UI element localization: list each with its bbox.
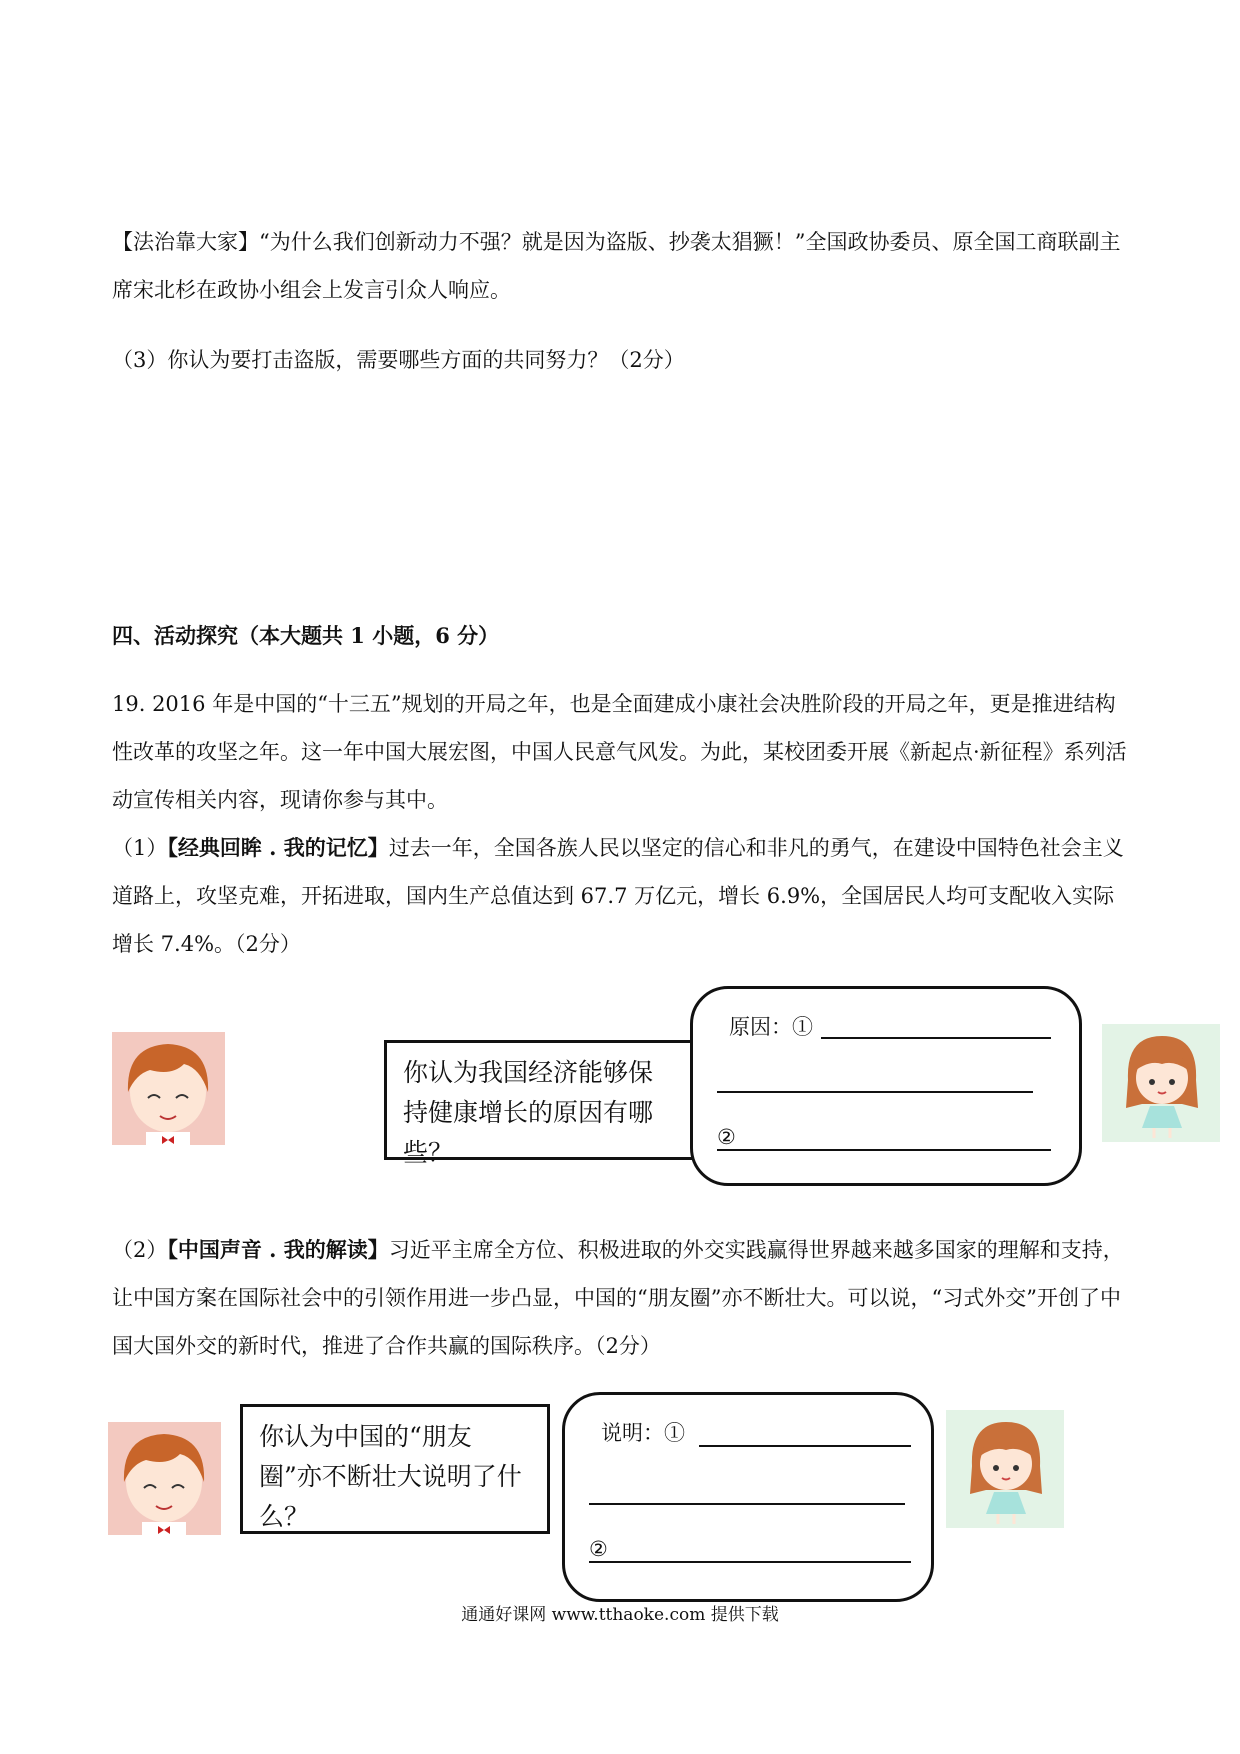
part-2-tag: 【中国声音 . 我的解读】 [167, 1237, 389, 1262]
law-intro-text: “为什么我们创新动力不强？就是因为盗版、抄袭太猖獗！”全国政协委员、原全国工商联副主席宋北杉在政协小组会上发言引众人响应。 [112, 230, 1121, 302]
page-footer: 通通好课网 www.tthaoke.com 提供下载 [461, 1605, 779, 1625]
boy-avatar-icon-2 [108, 1422, 221, 1535]
part-1-answer-box [690, 986, 1082, 1186]
section-4-heading: 四、活动探究（本大题共 1 小题，6 分） [112, 623, 500, 648]
question-19-intro: 19. 2016 年是中国的“十三五”规划的开局之年，也是全面建成小康社会决胜阶段的开局之年，更是推进结构性改革的攻坚之年。这一年中国大展宏图，中国人民意气风发。为此，某校团委开展《新起点·新征程》系列活动宣传相关内容，现请你参与其中。 [112, 692, 1127, 812]
part-1-question: 你认为我国经济能够保持健康增长的原因有哪些？ [403, 1058, 654, 1167]
part-1-number: （1） [112, 836, 168, 860]
part-1-paragraph [112, 824, 1132, 968]
law-intro-tag: 【法治靠大家】 [112, 230, 259, 254]
part-2-answer-line-2[interactable] [589, 1503, 905, 1505]
part-1-text: 过去一年，全国各族人民以坚定的信心和非凡的勇气，在建设中国特色社会主义道路上，攻坚克难，开拓进取，国内生产总值达到 67.7 万亿元，增长 6.9%，全国居民人均可支配收入实际增长 7.4%。（2分） [112, 836, 1124, 956]
part-2-question-box [240, 1404, 550, 1534]
part-2-answer-line-3[interactable] [589, 1561, 911, 1563]
girl-avatar-icon [1102, 1024, 1220, 1142]
law-intro-paragraph [112, 218, 1132, 314]
girl-avatar-icon-2 [946, 1410, 1064, 1528]
part-1-answer-label: 原因：① [729, 1015, 813, 1039]
part-2-answer-line-1[interactable] [699, 1445, 911, 1447]
boy-avatar-icon [112, 1032, 225, 1145]
part-1-answer-line-1[interactable] [821, 1037, 1051, 1039]
part-2-text: 习近平主席全方位、积极进取的外交实践赢得世界越来越多国家的理解和支持，让中国方案在国际社会中的引领作用进一步凸显，中国的“朋友圈”亦不断壮大。可以说，“习式外交”开创了中国大国外交的新时代，推进了合作共赢的国际秩序。（2分） [112, 1238, 1124, 1358]
part-1-question-box [384, 1040, 694, 1167]
part-1-second-label: ② [717, 1125, 736, 1149]
part-2-number: （2） [112, 1238, 168, 1262]
part-2-question: 你认为中国的“朋友圈”亦不断壮大说明了什么？ [259, 1422, 522, 1531]
part-2-answer-label: 说明：① [601, 1421, 685, 1445]
part-1-tag: 【经典回眸 . 我的记忆】 [167, 835, 389, 860]
part-2-answer-box [562, 1392, 934, 1602]
part-1-answer-line-3[interactable] [717, 1149, 1051, 1151]
part-1-answer-line-2[interactable] [717, 1091, 1033, 1093]
part-2-paragraph [112, 1226, 1132, 1370]
question-3: （3）你认为要打击盗版，需要哪些方面的共同努力？（2分） [112, 348, 685, 372]
part-2-second-label: ② [589, 1537, 608, 1561]
